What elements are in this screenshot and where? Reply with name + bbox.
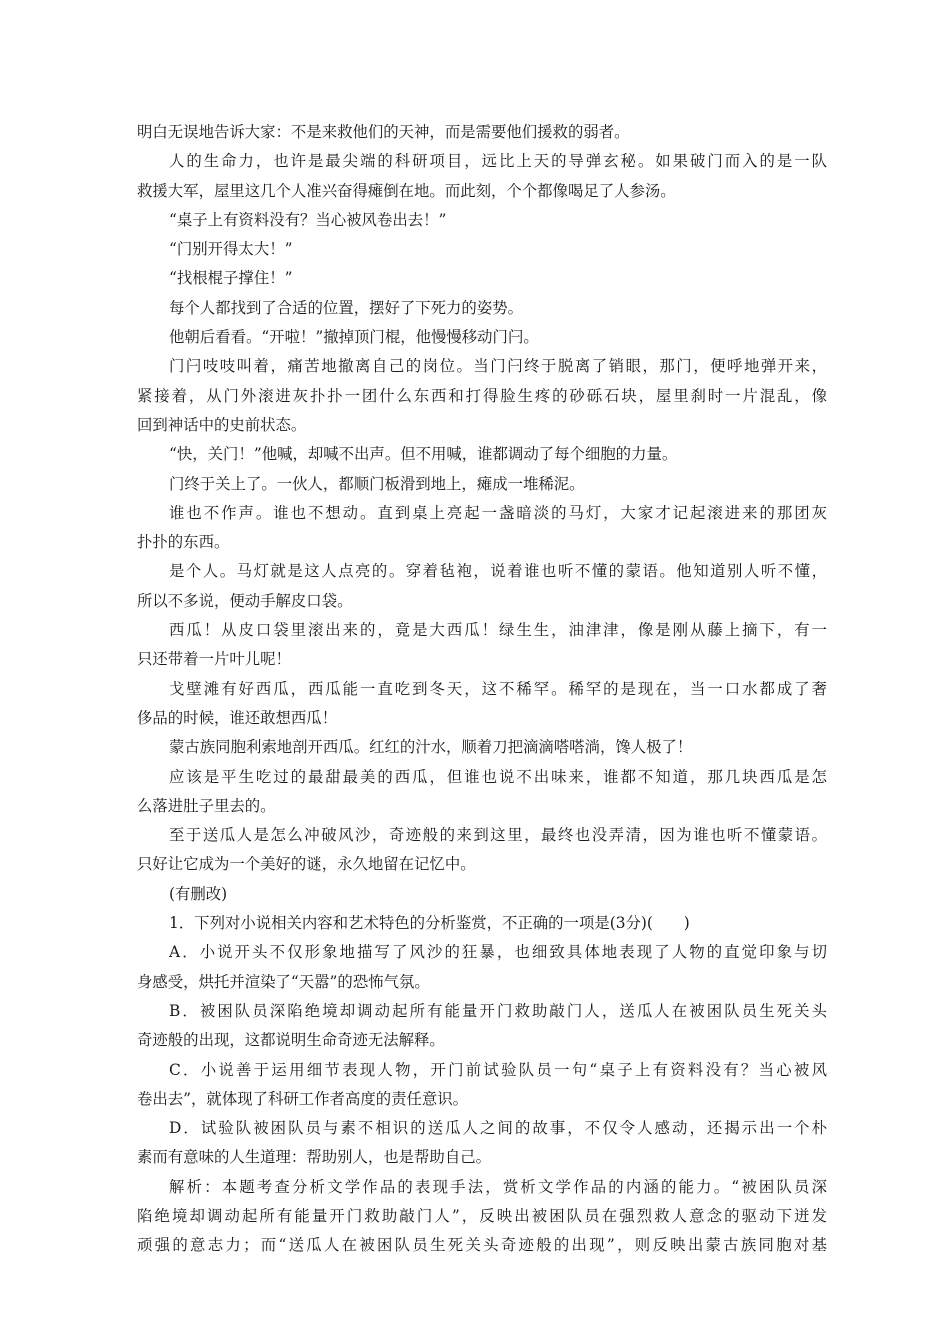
text-line: 蒙古族同胞利索地剖开西瓜。红红的汁水，顺着刀把滴滴嗒嗒淌，馋人极了！ — [169, 738, 693, 757]
text-line: 1．下列对小说相关内容和艺术特色的分析鉴赏，不正确的一项是(3分)( ) — [169, 914, 690, 933]
text-line: 明白无误地告诉大家：不是来救他们的天神，而是需要他们援救的弱者。 — [137, 123, 630, 141]
text-line: 身感受，烘托并渲染了“天嚣”的恐怖气氛。 — [137, 972, 430, 991]
text-line: 他朝后看看。“开啦！”撤掉顶门棍，他慢慢移动门闩。 — [169, 328, 539, 347]
text-line: 紧接着，从门外滚进灰扑扑一团什么东西和打得脸生疼的砂砾石块，屋里刹时一片混乱，像 — [137, 386, 827, 405]
text-line: “门别开得太大！” — [169, 240, 293, 259]
text-line: 谁也不作声。谁也不想动。直到桌上亮起一盏暗淡的马灯，大家才记起滚进来的那团灰 — [169, 503, 827, 522]
text-line: 么落进肚子里去的。 — [137, 796, 276, 815]
text-line: 解析：本题考查分析文学作品的表现手法，赏析文学作品的内涵的能力。“被困队员深 — [169, 1177, 827, 1196]
text-line: 至于送瓜人是怎么冲破风沙，奇迹般的来到这里，最终也没弄清，因为谁也听不懂蒙语。 — [169, 826, 827, 845]
text-line: 卷出去”，就体现了科研工作者高度的责任意识。 — [137, 1089, 469, 1108]
text-line: B．被困队员深陷绝境却调动起所有能量开门救助敲门人，送瓜人在被困队员生死关头 — [169, 1001, 827, 1020]
text-line: 人的生命力，也许是最尖端的科研项目，远比上天的导弹玄秘。如果破门而入的是一队 — [169, 152, 827, 171]
text-line: 只好让它成为一个美好的谜，永久地留在记忆中。 — [137, 855, 476, 874]
text-line: 每个人都找到了合适的位置，摆好了下死力的姿势。 — [169, 298, 523, 317]
text-line: 扑扑的东西。 — [137, 533, 230, 552]
text-line: 是个人。马灯就是这人点亮的。穿着毡袍，说着谁也听不懂的蒙语。他知道别人听不懂， — [169, 562, 827, 581]
text-line: A．小说开头不仅形象地描写了风沙的狂暴，也细致具体地表现了人物的直觉印象与切 — [169, 943, 827, 962]
text-line: 回到神话中的史前状态。 — [137, 415, 307, 434]
text-line: 戈壁滩有好西瓜，西瓜能一直吃到冬天，这不稀罕。稀罕的是现在，当一口水都成了奢 — [169, 679, 827, 698]
document-page — [137, 118, 827, 1261]
text-line: 西瓜！从皮口袋里滚出来的，竟是大西瓜！绿生生，油津津，像是刚从藤上摘下，有一 — [169, 621, 827, 640]
text-line: “快，关门！”他喊，却喊不出声。但不用喊，谁都调动了每个细胞的力量。 — [169, 445, 678, 464]
text-line: 应该是平生吃过的最甜最美的西瓜，但谁也说不出味来，谁都不知道，那几块西瓜是怎 — [169, 767, 827, 786]
text-line: 奇迹般的出现，这都说明生命奇迹无法解释。 — [137, 1031, 445, 1050]
text-line: 顽强的意志力；而“送瓜人在被困队员生死关头奇迹般的出现”，则反映出蒙古族同胞对基 — [137, 1236, 827, 1255]
text-line: 素而有意味的人生道理：帮助别人，也是帮助自己。 — [137, 1148, 491, 1167]
text-line: 只还带着一片叶儿呢！ — [137, 650, 291, 669]
text-line: 陷绝境却调动起所有能量开门救助敲门人”，反映出被困队员在强烈救人意念的驱动下迸发 — [137, 1206, 827, 1225]
text-line: 救援大军，屋里这几个人准兴奋得瘫倒在地。而此刻，个个都像喝足了人参汤。 — [137, 181, 676, 200]
text-line: (有删改) — [169, 884, 228, 903]
text-line: 侈品的时候，谁还敢想西瓜！ — [137, 708, 338, 727]
text-line: 门终于关上了。一伙人，都顺门板滑到地上，瘫成一堆稀泥。 — [169, 474, 585, 493]
text-line: D．试验队被困队员与素不相识的送瓜人之间的故事，不仅令人感动，还揭示出一个朴 — [169, 1119, 827, 1138]
text-line: “桌子上有资料没有？当心被风卷出去！” — [169, 210, 447, 229]
text-line: 所以不多说，便动手解皮口袋。 — [137, 591, 353, 610]
text-line: C．小说善于运用细节表现人物，开门前试验队员一句“桌子上有资料没有？当心被风 — [169, 1060, 827, 1079]
text-line: 门闩吱吱叫着，痛苦地撤离自己的岗位。当门闩终于脱离了销眼，那门，便呼地弹开来， — [169, 357, 827, 376]
text-line: “找根棍子撑住！” — [169, 269, 293, 288]
